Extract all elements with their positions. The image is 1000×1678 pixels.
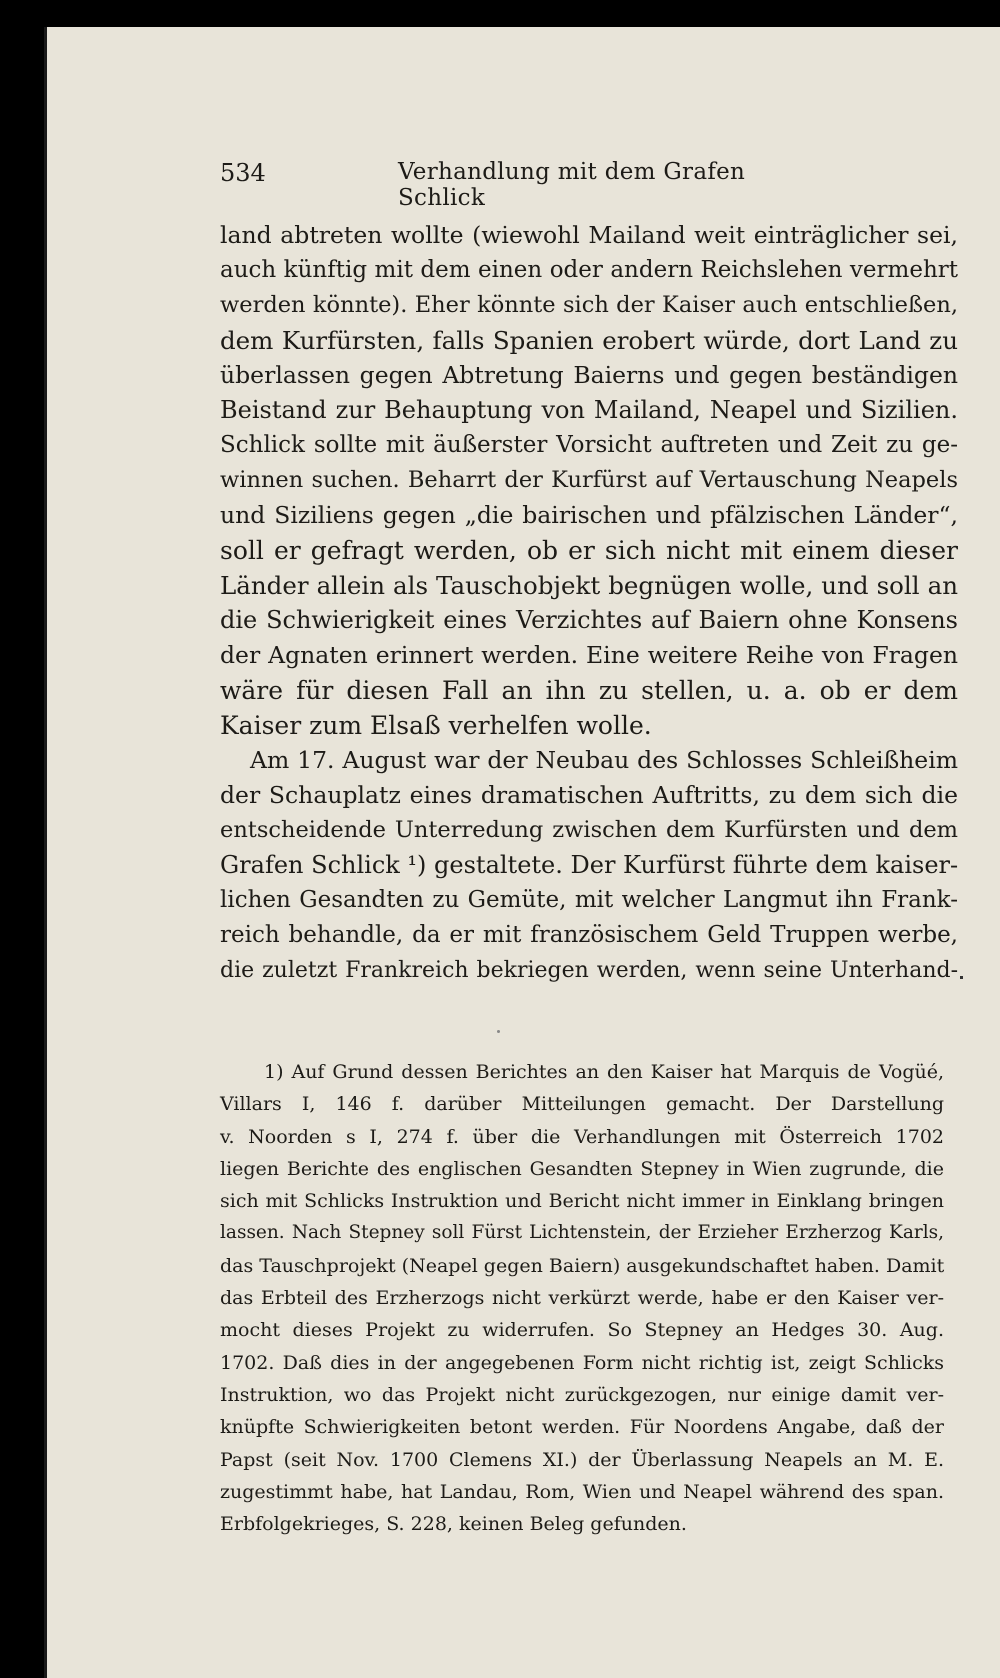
text-line: Grafen Schlick ¹) gestaltete. Der Kurfürst führte dem kaiser- — [220, 851, 959, 879]
text-line: lichen Gesandten zu Gemüte, mit welcher Langmut ihn Frank- — [220, 887, 958, 913]
footnote-line: Papst (seit Nov. 1700 Clemens XI.) der Überlassung Neapels an M. E. — [220, 1448, 944, 1471]
text-line: reich behandle, da er mit französischem Geld Truppen werbe, — [220, 922, 958, 948]
text-line: Kaiser zum Elsaß verhelfen wolle. — [220, 711, 652, 740]
footnote-line: sich mit Schlicks Instruktion und Bericht nicht immer in Einklang bringen — [220, 1190, 944, 1213]
running-head: Verhandlung mit dem Grafen Schlick — [398, 159, 746, 211]
page-header — [220, 155, 780, 211]
text-line: Schlick sollte mit äußerster Vorsicht auftreten und Zeit zu ge- — [220, 432, 958, 458]
text-line: die zuletzt Frankreich bekriegen werden, wenn seine Unterhand- — [220, 958, 958, 983]
text-line: wäre für diesen Fall an ihn zu stellen, u. a. ob er dem — [220, 676, 958, 705]
text-line: Länder allein als Tauschobjekt begnügen wolle, und soll an — [220, 571, 958, 600]
footnote-line: Instruktion, wo das Projekt nicht zurückgezogen, nur einige damit ver- — [220, 1383, 944, 1406]
text-line: überlassen gegen Abtretung Baierns und gegen beständigen — [220, 361, 958, 389]
text-line: der Schauplatz eines dramatischen Auftritts, zu dem sich die — [220, 781, 958, 809]
footnote-separator — [497, 1030, 500, 1033]
text-line: Beistand zur Behauptung von Mailand, Neapel und Sizilien. — [220, 396, 958, 424]
footnote-line: mocht dieses Projekt zu widerrufen. So Stepney an Hedges 30. Aug. — [220, 1319, 944, 1342]
footnote-line: Erbfolgekrieges, S. 228, keinen Beleg gefunden. — [220, 1513, 687, 1536]
footnote-line: zugestimmt habe, hat Landau, Rom, Wien und Neapel während des span. — [220, 1480, 944, 1503]
footnote-line: das Erbteil des Erzherzogs nicht verkürzt werde, habe er den Kaiser ver- — [220, 1287, 944, 1310]
text-line: entscheidende Unterredung zwischen dem Kurfürsten und dem — [220, 817, 958, 843]
text-line: auch künftig mit dem einen oder andern Reichslehen vermehrt — [220, 257, 958, 283]
footnote-line: Villars I, 146 f. darüber Mitteilungen gemacht. Der Darstellung — [220, 1093, 944, 1116]
text-line: soll er gefragt werden, ob er sich nicht mit einem dieser — [220, 536, 958, 565]
footnote-line: v. Noorden s I, 274 f. über die Verhandlungen mit Österreich 1702 — [220, 1125, 944, 1148]
footnote-line: liegen Berichte des englischen Gesandten Stepney in Wien zugrunde, die — [220, 1157, 944, 1180]
footnote-line: 1702. Daß dies in der angegebenen Form nicht richtig ist, zeigt Schlicks — [220, 1351, 944, 1374]
page-number: 534 — [220, 159, 266, 187]
text-line: land abtreten wollte (wiewohl Mailand weit einträglicher sei, — [220, 221, 958, 249]
footnote-line: knüpfte Schwierigkeiten betont werden. Für Noordens Angabe, daß der — [220, 1416, 944, 1439]
scan-speck — [960, 976, 963, 979]
text-line: die Schwierigkeit eines Verzichtes auf Baiern ohne Konsens — [220, 606, 958, 634]
footnote-line: das Tauschprojekt (Neapel gegen Baiern) ausgekundschaftet haben. Damit — [220, 1254, 945, 1277]
footnote-line: 1) Auf Grund dessen Berichtes an den Kaiser hat Marquis de Vogüé, — [264, 1061, 944, 1083]
text-line: werden könnte). Eher könnte sich der Kaiser auch entschließen, — [220, 292, 958, 318]
main-text — [220, 218, 958, 988]
text-line: der Agnaten erinnert werden. Eine weitere Reihe von Fragen — [220, 641, 958, 669]
text-line: und Siziliens gegen „die bairischen und pfälzischen Länder“, — [220, 501, 958, 529]
text-line: winnen suchen. Beharrt der Kurfürst auf Vertauschung Neapels — [220, 467, 958, 493]
footnote-line: lassen. Nach Stepney soll Fürst Lichtenstein, der Erzieher Erzherzog Karls, — [220, 1222, 944, 1244]
footnotes — [220, 1056, 944, 1540]
text-line: Am 17. August war der Neubau des Schlosses Schleißheim — [250, 746, 958, 774]
text-line: dem Kurfürsten, falls Spanien erobert würde, dort Land zu — [220, 326, 958, 355]
